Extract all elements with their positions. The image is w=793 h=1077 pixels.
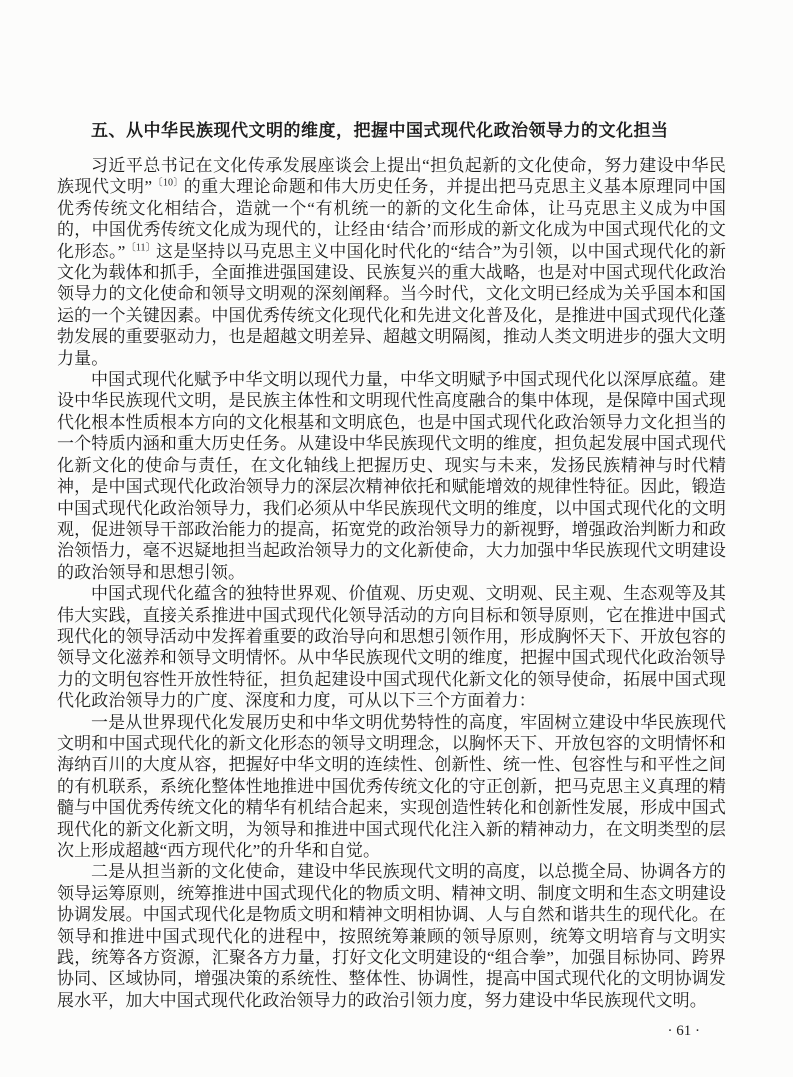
- paragraph-text: 这是坚持以马克思主义中国化时代化的“结合”为引领，以中国式现代化的新文化为载体和抓手，全面推进强国建设、民族复兴的重大战略，也是对中国式现代化政治领导力的文化使命和领导文明观的深刻阐释。当今时代，文化文明已经成为关乎国本和国运的一个关键因素。中国优秀传统文化现代化和先进文化普及化，是推进中国式现代化蓬勃发展的重要驱动力，也是超越文明差异、超越文明隔阂，推动人类文明进步的强大文明力量。: [57, 241, 727, 368]
- paragraph-text: 二是从担当新的文化使命，建设中华民族现代文明的高度，以总揽全局、协调各方的领导运筹原则，统筹推进中国式现代化的物质文明、精神文明、制度文明和生态文明建设协调发展。中国式现代化是物质文明和精神文明相协调、人与自然和谐共生的现代化。在领导和推进中国式现代化的进程中，按照统筹兼顾的领导原则，统筹文明培育与文明实践，统筹各方资源，汇聚各方力量，打好文化文明建设的“组合拳”，加强目标协同、跨界协同、区域协同，增强决策的系统性、整体性、协调性，提高中国式现代化的文明协调发展水平，加大中国式现代化政治领导力的政治引领力度，努力建设中华民族现代文明。: [57, 862, 726, 1010]
- article-body: [57, 155, 726, 1011]
- footnote-reference: 〔11〕: [125, 241, 157, 253]
- paragraph: [57, 583, 726, 711]
- paragraph: [57, 861, 726, 1011]
- paragraph: [57, 369, 726, 583]
- section-heading: 五、从中华民族现代文明的维度，把握中国式现代化政治领导力的文化担当: [91, 121, 669, 140]
- footnote-reference: 〔10〕: [152, 177, 184, 189]
- paragraph-text: 习近平总书记在文化传承发展座谈会上提出“担负起新的文化使命，努力建设中华民族现代文明”: [57, 156, 726, 197]
- paragraph-text: 一是从世界现代化发展历史和中华文明优势特性的高度，牢固树立建设中华民族现代文明和中国式现代化的新文化形态的领导文明理念，以胸怀天下、开放包容的文明情怀和海纳百川的大度从容，把握好中华文明的连续性、创新性、统一性、包容性与和平性之间的有机联系，系统化整体性地推进中国优秀传统文化的守正创新，把马克思主义真理的精髓与中国优秀传统文化的精华有机结合起来，实现创造性转化和创新性发展，形成中国式现代化的新文化新文明，为领导和推进中国式现代化注入新的精神动力，在文明类型的层次上形成超越“西方现代化”的升华和自觉。: [57, 712, 726, 860]
- paragraph: [57, 155, 726, 369]
- paragraph-text: 中国式现代化赋予中华文明以现代力量，中华文明赋予中国式现代化以深厚底蕴。建设中华民族现代文明，是民族主体性和文明现代性高度融合的集中体现，是保障中国式现代化根本性质根本方向的文化根基和文明底色，也是中国式现代化政治领导力文化担当的一个特质内涵和重大历史任务。从建设中华民族现代文明的维度，担负起发展中国式现代化新文化的使命与责任，在文化轴线上把握历史、现实与未来，发扬民族精神与时代精神，是中国式现代化政治领导力的深层次精神依托和赋能增效的规律性特征。因此，锻造中国式现代化政治领导力，我们必须从中华民族现代文明的维度，以中国式现代化的文明观，促进领导干部政治能力的提高，拓宽党的政治领导力的新视野，增强政治判断力和政治领悟力，毫不迟疑地担当起政治领导力的文化新使命，大力加强中华民族现代文明建设的政治领导和思想引领。: [57, 370, 726, 582]
- paragraph: [57, 712, 726, 862]
- paragraph-text: 的重大理论命题和伟大历史任务，并提出把马克思主义基本原理同中国优秀传统文化相结合，造就一个“有机统一的新的文化生命体，让马克思主义成为中国的，中国优秀传统文化成为现代的，让经由‘结合’而形成的新文化成为中国式现代化的文化形态。”: [57, 177, 726, 261]
- page-number: · 61 ·: [667, 1023, 700, 1040]
- paragraph-text: 中国式现代化蕴含的独特世界观、价值观、历史观、文明观、民主观、生态观等及其伟大实践，直接关系推进中国式现代化领导活动的方向目标和领导原则，它在推进中国式现代化的领导活动中发挥着重要的政治导向和思想引领作用，形成胸怀天下、开放包容的领导文化滋养和领导文明情怀。从中华民族现代文明的维度，把握中国式现代化政治领导力的文明包容性开放性特征，担负起建设中国式现代化新文化的领导使命，拓展中国式现代化政治领导力的广度、深度和力度，可从以下三个方面着力：: [57, 584, 726, 711]
